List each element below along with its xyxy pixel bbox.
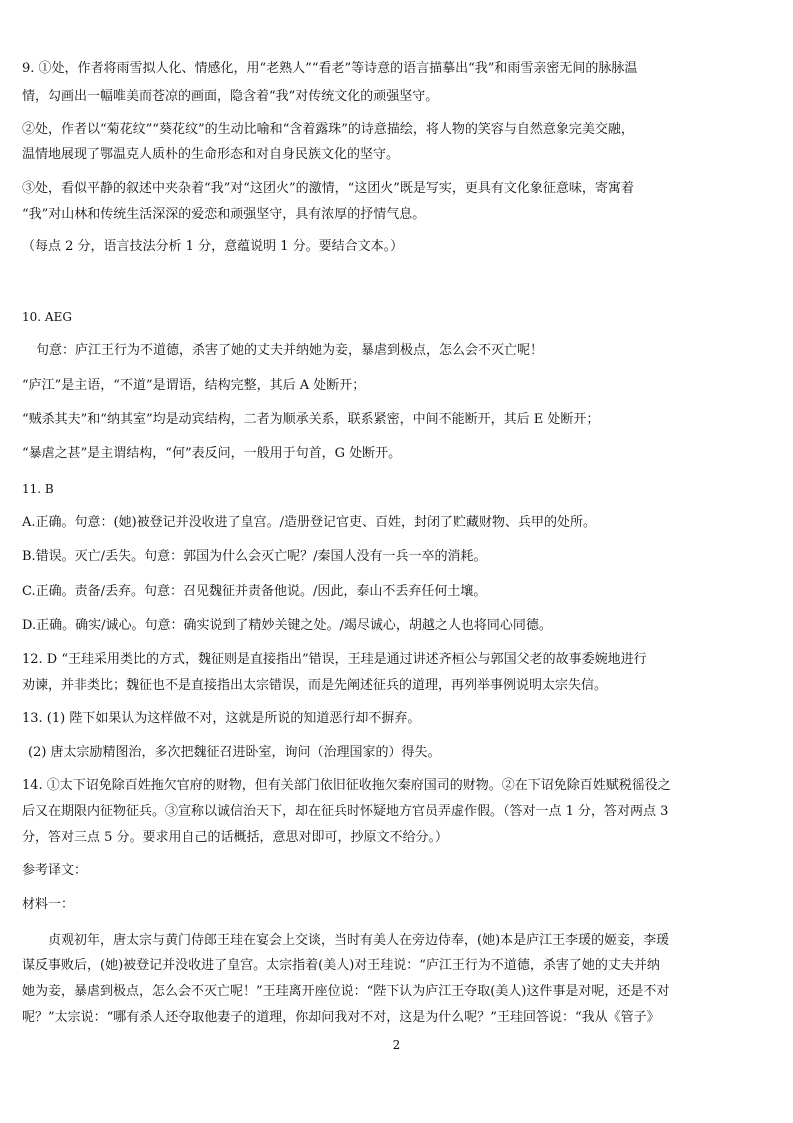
q12-line2: 劝谏，并非类比；魏征也不是直接指出太宗错误，而是先阐述征兵的道理，再列举事例说明太宗失信。 — [22, 678, 608, 693]
translation-line2: 谋反事败后，(她)被登记并没收进了皇宫。太宗指着(美人)对王珪说：“庐江王行为不道德，杀害了她的丈夫并纳 — [22, 958, 660, 973]
q9-para3-line2: “我”对山林和传统生活深深的爱恋和顽强坚守，具有浓厚的抒情气息。 — [22, 207, 426, 222]
translation-line3: 她为妾，暴虐到极点，怎么会不灭亡呢！”王珪离开座位说：“陛下认为庐江王夺取(美人)这件事是对呢，还是不对 — [22, 984, 670, 999]
q11-option-c: C.正确。责备/丢弃。句意：召见魏征并责备他说。/因此，泰山不丢弃任何土壤。 — [22, 584, 487, 599]
q10-explain-3: “暴虐之甚”是主谓结构，“何”表反问，一般用于句首，G 处断开。 — [22, 446, 402, 461]
q11-option-a: A.正确。句意：(她)被登记并没收进了皇宫。/造册登记官吏、百姓，封闭了贮藏财物、兵甲的处所。 — [22, 515, 597, 530]
q10-explain-2: “贼杀其夫”和“纳其室”均是动宾结构，二者为顺承关系，联系紧密，中间不能断开，其后 E 处断开； — [22, 412, 600, 427]
q13-line2: (2) 唐太宗励精图治，多次把魏征召进卧室，询问（治理国家的）得失。 — [28, 745, 441, 760]
q9-para1-line1: 9. ①处，作者将雨雪拟人化、情感化，用“老熟人”“看老”等诗意的语言描摹出“我”和雨雪亲密无间的脉脉温 — [22, 61, 638, 76]
q14-line3: 分，答对三点 5 分。要求用自己的话概括，意思对即可，抄原文不给分。） — [22, 830, 449, 845]
q11-answer: 11. B — [22, 482, 54, 496]
q14-line2: 后又在期限内征物征兵。③宣称以诚信治天下，却在征兵时怀疑地方官员弄虚作假。（答对一点 1 分，答对两点 3 — [22, 804, 669, 819]
q11-option-b: B.错误。灭亡/丢失。句意：郭国为什么会灭亡呢？/秦国人没有一兵一卒的消耗。 — [22, 549, 487, 564]
q11-option-d: D.正确。确实/诚心。句意：确实说到了精妙关键之处。/竭尽诚心，胡越之人也将同心同德。 — [22, 618, 552, 633]
translation-line1: 贞观初年，唐太宗与黄门侍郎王珪在宴会上交谈，当时有美人在旁边侍奉，(她)本是庐江王李瑗的姬妾，李瑗 — [48, 933, 670, 948]
q10-explain-1: “庐江”是主语，“不道”是谓语，结构完整，其后 A 处断开； — [22, 378, 366, 393]
translation-line4: 呢？”太宗说：“哪有杀人还夺取他妻子的道理，你却问我对不对，这是为什么呢？”王珪回答说：“我从《管子》 — [22, 1010, 660, 1025]
q14-line1: 14. ①太下诏免除百姓拖欠官府的财物，但有关部门依旧征收拖欠秦府国司的财物。②在下诏免除百姓赋税徭役之 — [22, 778, 671, 793]
q9-scoring-note: （每点 2 分，语言技法分析 1 分，意蕴说明 1 分。要结合文本。） — [22, 239, 404, 254]
q13-line1: 13. (1) 陛下如果认为这样做不对，这就是所说的知道恶行却不摒弃。 — [22, 711, 421, 726]
q12-line1: 12. D “王珪采用类比的方式，魏征则是直接指出”错误，王珪是通过讲述齐桓公与郭国父老的故事委婉地进行 — [22, 652, 647, 667]
q9-para2-line1: ②处，作者以“菊花纹”“葵花纹”的生动比喻和“含着露珠”的诗意描绘，将人物的笑容与自然意象完美交融， — [22, 122, 634, 137]
translation-heading: 参考译文： — [22, 863, 88, 878]
q10-answer: 10. AEG — [22, 310, 72, 324]
q9-para3-line1: ③处，看似平静的叙述中夹杂着“我”对“这团火”的激情，“这团火”既是写实，更具有文化象征意味，寄寓着 — [22, 181, 634, 196]
q9-para2-line2: 温情地展现了鄂温克人质朴的生命形态和对自身民族文化的坚守。 — [22, 147, 400, 162]
q10-meaning: 句意：庐江王行为不道德，杀害了她的丈夫并纳她为妾，暴虐到极点，怎么会不灭亡呢！ — [36, 343, 544, 358]
q9-para1-line2: 情，勾画出一幅唯美而苍凉的画面，隐含着“我”对传统文化的顽强坚守。 — [22, 89, 439, 104]
translation-material-label: 材料一： — [22, 897, 75, 912]
page-number: 2 — [392, 1038, 401, 1052]
